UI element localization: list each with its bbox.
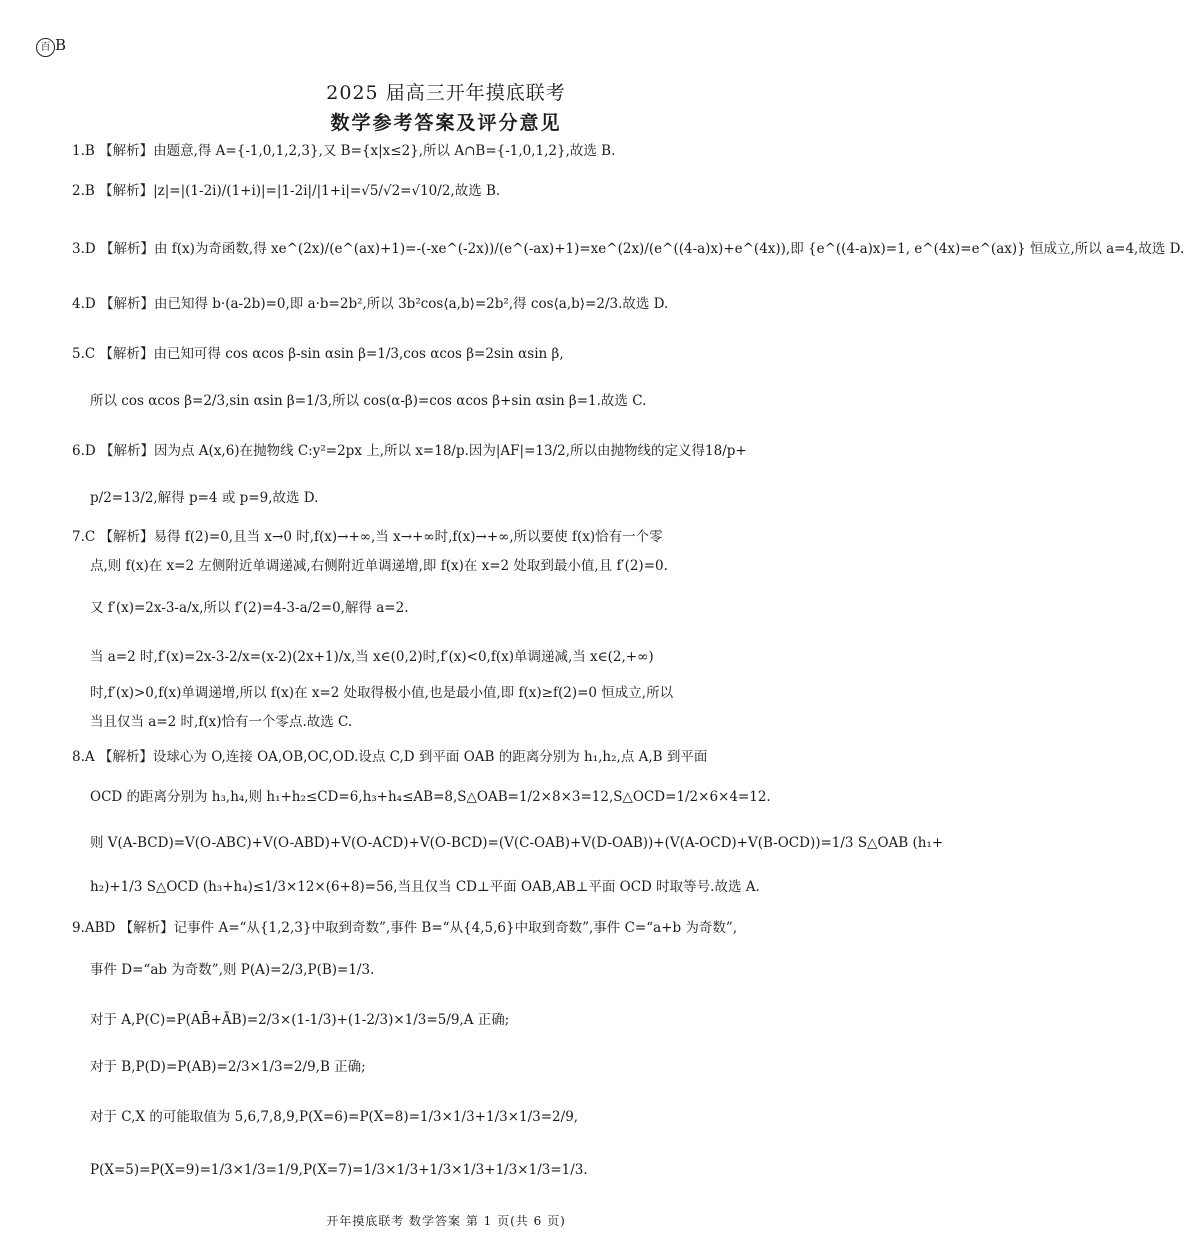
- answer-line-2: 2.B 【解析】|z|=|(1-2i)/(1+i)|=|1-2i|/|1+i|=√5/√2=√10/2,故选 B.: [72, 183, 501, 199]
- answer-line-9e: 对于 C,X 的可能取值为 5,6,7,8,9,P(X=6)=P(X=8)=1/3×1/3+1/3×1/3=2/9,: [90, 1109, 579, 1125]
- corner-mark: [36, 36, 66, 57]
- answer-line-7e: 时,f′(x)>0,f(x)单调递增,所以 f(x)在 x=2 处取得极小值,也是最小值,即 f(x)≥f(2)=0 恒成立,所以: [90, 685, 674, 701]
- answer-line-8: 8.A 【解析】设球心为 O,连接 OA,OB,OC,OD.设点 C,D 到平面 OAB 的距离分别为 h₁,h₂,点 A,B 到平面: [72, 749, 708, 765]
- answer-line-6b: p/2=13/2,解得 p=4 或 p=9,故选 D.: [90, 490, 319, 506]
- answer-line-8b: OCD 的距离分别为 h₃,h₄,则 h₁+h₂≤CD=6,h₃+h₄≤AB=8,S△OAB=1/2×8×3=12,S△OCD=1/2×6×4=12.: [90, 789, 771, 805]
- page-title: 2025 届高三开年摸底联考: [326, 82, 566, 104]
- answer-line-7f: 当且仅当 a=2 时,f(x)恰有一个零点.故选 C.: [90, 714, 353, 730]
- corner-circle-mark: 百: [36, 38, 55, 57]
- answer-line-3: 3.D 【解析】由 f(x)为奇函数,得 xe^(2x)/(e^(ax)+1)=-(-xe^(-2x))/(e^(-ax)+1)=xe^(2x)/(e^((4-a)x)+e^(4x)),即 {e^((4-a)x)=1, e^(4x)=e^(ax)} 恒成立,所以 a=4,故选 D.: [72, 241, 1184, 257]
- answer-line-1: 1.B 【解析】由题意,得 A={-1,0,1,2,3},又 B={x|x≤2},所以 A∩B={-1,0,1,2},故选 B.: [72, 143, 616, 159]
- answer-line-5: 5.C 【解析】由已知可得 cos αcos β-sin αsin β=1/3,cos αcos β=2sin αsin β,: [72, 346, 564, 362]
- answer-line-4: 4.D 【解析】由已知得 b·(a-2b)=0,即 a·b=2b²,所以 3b²cos⟨a,b⟩=2b²,得 cos⟨a,b⟩=2/3.故选 D.: [72, 296, 669, 312]
- answer-line-9b: 事件 D=“ab 为奇数”,则 P(A)=2/3,P(B)=1/3.: [90, 962, 375, 978]
- answer-line-7c: 又 f′(x)=2x-3-a/x,所以 f′(2)=4-3-a/2=0,解得 a=2.: [90, 600, 409, 616]
- answer-line-7d: 当 a=2 时,f′(x)=2x-3-2/x=(x-2)(2x+1)/x,当 x∈(0,2)时,f′(x)<0,f(x)单调递减,当 x∈(2,+∞): [90, 649, 654, 665]
- answer-line-7: 7.C 【解析】易得 f(2)=0,且当 x→0 时,f(x)→+∞,当 x→+∞时,f(x)→+∞,所以要使 f(x)恰有一个零: [72, 529, 663, 545]
- answer-line-5b: 所以 cos αcos β=2/3,sin αsin β=1/3,所以 cos(α-β)=cos αcos β+sin αsin β=1.故选 C.: [90, 393, 647, 409]
- answer-line-9: 9.ABD 【解析】记事件 A=“从{1,2,3}中取到奇数”,事件 B=“从{4,5,6}中取到奇数”,事件 C=“a+b 为奇数”,: [72, 920, 738, 936]
- answer-line-8c: 则 V(A-BCD)=V(O-ABC)+V(O-ABD)+V(O-ACD)+V(O-BCD)=(V(C-OAB)+V(D-OAB))+(V(A-OCD)+V(B-OCD))=1/3 S△OAB (h₁+: [90, 835, 944, 851]
- answer-line-6: 6.D 【解析】因为点 A(x,6)在抛物线 C:y²=2px 上,所以 x=18/p.因为|AF|=13/2,所以由抛物线的定义得18/p+: [72, 443, 747, 459]
- answer-line-9c: 对于 A,P(C)=P(AB̄+ĀB)=2/3×(1-1/3)+(1-2/3)×1/3=5/9,A 正确;: [90, 1012, 510, 1028]
- answer-line-9d: 对于 B,P(D)=P(AB)=2/3×1/3=2/9,B 正确;: [90, 1059, 366, 1075]
- answer-line-8d: h₂)+1/3 S△OCD (h₃+h₄)≤1/3×12×(6+8)=56,当且仅当 CD⊥平面 OAB,AB⊥平面 OCD 时取等号.故选 A.: [90, 879, 760, 895]
- answer-line-7b: 点,则 f(x)在 x=2 左侧附近单调递减,右侧附近单调递增,即 f(x)在 x=2 处取到最小值,且 f′(2)=0.: [90, 558, 668, 574]
- answer-line-9f: P(X=5)=P(X=9)=1/3×1/3=1/9,P(X=7)=1/3×1/3+1/3×1/3+1/3×1/3=1/3.: [90, 1162, 588, 1178]
- page-footer: 开年摸底联考 数学答案 第 1 页(共 6 页): [326, 1214, 566, 1228]
- corner-letter: B: [55, 36, 67, 54]
- page-subtitle: 数学参考答案及评分意见: [330, 112, 562, 134]
